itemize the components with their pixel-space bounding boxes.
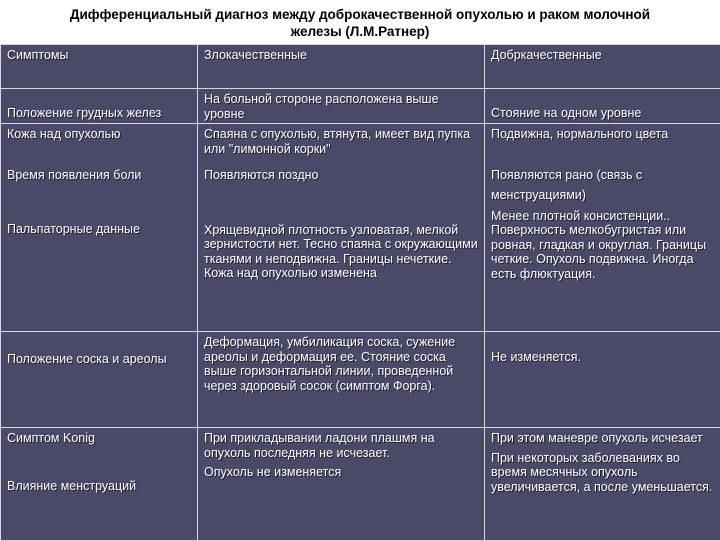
benign-skin: Подвижна, нормального цвета: [491, 127, 715, 142]
symptom-menstruation: Влияние менструаций: [7, 479, 192, 494]
title-line-2: железы (Л.М.Ратнер): [40, 23, 680, 40]
symptom-palpation: Пальпаторные данные: [7, 222, 192, 237]
benign-palpation: Менее плотной консистенции.. Поверхность мелкобугристая или ровная, гладкая и округлая. Границы четкие. Опухоль подвижна. Иногда есть флюктуация.: [491, 209, 715, 282]
table-row: [1, 89, 720, 124]
cell-symptom-breast-position: Положение грудных желез: [1, 89, 198, 124]
symptom-skin: Кожа над опухолью: [7, 127, 192, 142]
symptom-konig: Симптом Konig: [7, 431, 192, 446]
table-header-row: [1, 45, 720, 89]
table-row: [1, 124, 720, 332]
table-row: [1, 332, 720, 428]
cell-malignant-group-2: [198, 428, 485, 541]
header-cell-benign: Добркачественные: [485, 45, 720, 89]
benign-pain-onset-line2: менструациями): [491, 188, 715, 203]
cell-symptom-nipple: Положение соска и ареолы: [1, 332, 198, 428]
cell-malignant-group: [198, 124, 485, 332]
diagnosis-table: [0, 44, 720, 541]
cell-symptoms-group: [1, 124, 198, 332]
cell-malignant-nipple: Деформация, умбиликация соска, сужение ареолы и деформация ее. Стояние соска выше горизонтальной линии, проведенной через здоровый сосок (симптом Форга).: [198, 332, 485, 428]
slide-title: [40, 6, 680, 40]
title-line-1: Дифференциальный диагноз между доброкачественной опухолью и раком молочной: [40, 6, 680, 23]
malignant-skin: Спаяна с опухолью, втянута, имеет вид пупка или "лимонной корки": [204, 127, 479, 156]
benign-menstruation: При некоторых заболеваниях во время месячных опухоль увеличивается, а после уменьшается.: [491, 451, 715, 495]
cell-malignant-breast-position: На больной стороне расположена выше уровне: [198, 89, 485, 124]
cell-benign-group: [485, 124, 720, 332]
table-row: [1, 428, 720, 541]
malignant-konig: При прикладывании ладони плашмя на опухоль последняя не исчезает.: [204, 431, 479, 460]
symptom-pain-onset: Время появления боли: [7, 168, 192, 183]
cell-benign-breast-position: Стояние на одном уровне: [485, 89, 720, 124]
header-cell-symptoms: Симптомы: [1, 45, 198, 89]
malignant-menstruation: Опухоль не изменяется: [204, 465, 479, 480]
malignant-palpation: Хрящевидной плотность узловатая, мелкой зернистости нет. Тесно спаяна с окружающими тканями и неподвижна. Границы нечеткие. Кожа над опухолью изменена: [204, 223, 479, 281]
cell-benign-group-2: [485, 428, 720, 541]
cell-symptoms-group-2: [1, 428, 198, 541]
header-cell-malignant: Злокачественные: [198, 45, 485, 89]
benign-konig: При этом маневре опухоль исчезает: [491, 431, 715, 446]
malignant-pain-onset: Появляются поздно: [204, 168, 479, 183]
cell-benign-nipple: Не изменяется.: [485, 332, 720, 428]
benign-pain-onset-line1: Появляются рано (связь с: [491, 168, 715, 183]
